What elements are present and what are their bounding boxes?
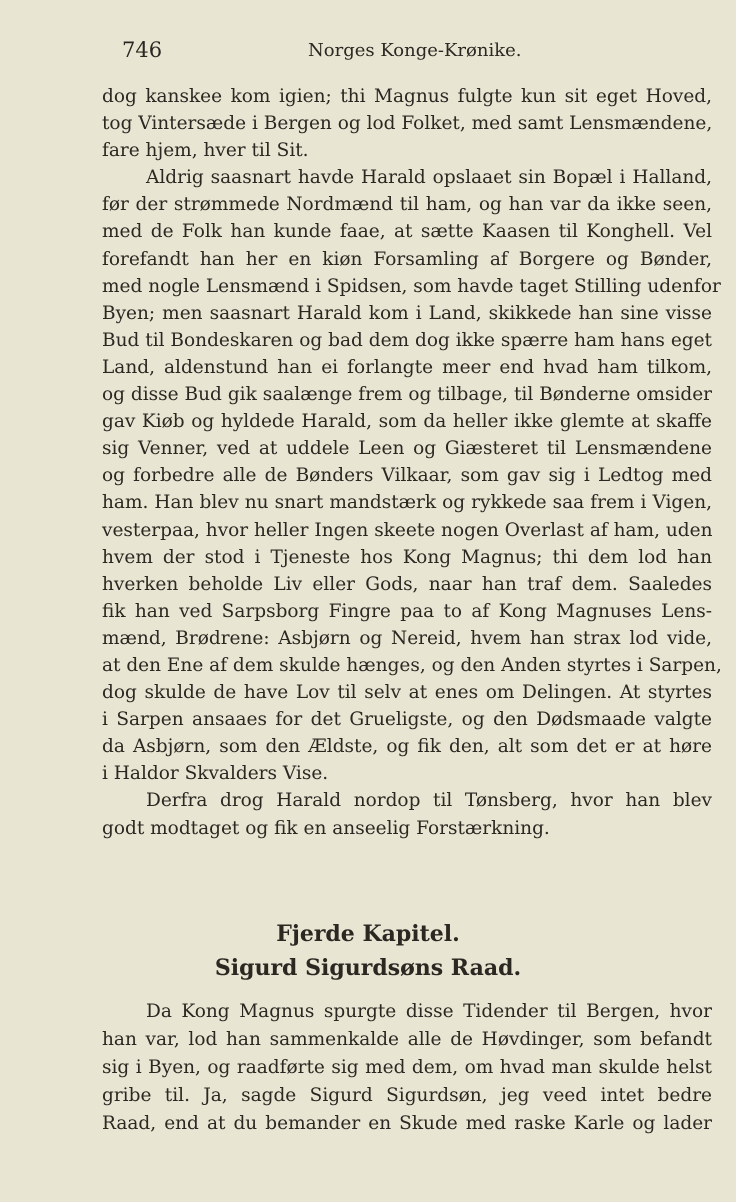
text-line: forefandt han her en kiøn Forsamling af Borgere og Bønder, (102, 248, 712, 270)
text-line: han var, lod han sammenkalde alle de Høvdinger, som befandt (102, 1029, 712, 1050)
chapter-number: Fjerde Kapitel. (276, 921, 460, 947)
page-header (122, 38, 712, 66)
text-line: Aldrig saasnart havde Harald opslaaet sin Bopæl i Halland, (146, 167, 712, 189)
text-line: sig i Byen, og raadførte sig med dem, om hvad man skulde helst (102, 1057, 712, 1078)
text-line: før der strømmede Nordmænd til ham, og han var da ikke seen, (102, 194, 712, 216)
text-line: Byen; men saasnart Harald kom i Land, skikkede han sine visse (102, 302, 712, 324)
text-line: i Sarpen ansaaes for det Grueligste, og den Dødsmaade valgte (102, 709, 712, 731)
body-text-section-2 (102, 998, 712, 1138)
body-text-section-1 (102, 83, 722, 842)
text-line: og disse Bud gik saalænge frem og tilbage, til Bønderne omsider (102, 384, 712, 406)
text-line: Derfra drog Harald nordop til Tønsberg, hvor han blev (146, 790, 712, 812)
running-title: Norges Konge-Krønike. (308, 40, 522, 61)
text-line: mænd, Brødrene: Asbjørn og Nereid, hvem han strax lod vide, (102, 627, 712, 649)
text-line: sig Venner, ved at uddele Leen og Giæsteret til Lensmændene (102, 438, 712, 460)
page-number: 746 (122, 38, 163, 62)
text-line: godt modtaget og fik en anseelig Forstærkning. (102, 817, 550, 839)
text-line: dog skulde de have Lov til selv at enes om Delingen. At styrtes (102, 682, 712, 704)
text-line: at den Ene af dem skulde hænges, og den Anden styrtes i Sarpen, (102, 654, 722, 676)
text-line: ham. Han blev nu snart mandstærk og rykkede saa frem i Vigen, (102, 492, 712, 514)
text-line: tog Vintersæde i Bergen og lod Folket, med samt Lensmændene, (102, 113, 713, 135)
text-line: da Asbjørn, som den Ældste, og fik den, alt som det er at høre (102, 736, 712, 758)
text-line: med nogle Lensmænd i Spidsen, som havde taget Stilling udenfor (102, 275, 721, 297)
text-line: Raad, end at du bemander en Skude med raske Karle og lader (102, 1113, 712, 1134)
text-line: fare hjem, hver til Sit. (102, 140, 309, 162)
text-line: vesterpaa, hvor heller Ingen skeete nogen Overlast af ham, uden (102, 519, 713, 541)
text-line: i Haldor Skvalders Vise. (102, 763, 329, 785)
text-line: Da Kong Magnus spurgte disse Tidender til Bergen, hvor (146, 1001, 712, 1022)
text-line: fik han ved Sarpsborg Fingre paa to af Kong Magnuses Lens- (102, 600, 712, 622)
text-line: gribe til. Ja, sagde Sigurd Sigurdsøn, jeg veed intet bedre (102, 1085, 712, 1106)
text-line: Land, aldenstund han ei forlangte meer end hvad ham tilkom, (102, 356, 712, 378)
text-line: dog kanskee kom igien; thi Magnus fulgte kun sit eget Hoved, (102, 86, 712, 107)
chapter-title: Sigurd Sigurdsøns Raad. (214, 955, 522, 981)
text-line: og forbedre alle de Bønders Vilkaar, som gav sig i Ledtog med (102, 465, 712, 487)
text-line: hvem der stod i Tjeneste hos Kong Magnus; thi dem lod han (102, 546, 712, 568)
text-line: gav Kiøb og hyldede Harald, som da heller ikke glemte at skaffe (102, 411, 712, 433)
text-line: hverken beholde Liv eller Gods, naar han traf dem. Saaledes (102, 573, 712, 595)
text-line: Bud til Bondeskaren og bad dem dog ikke spærre ham hans eget (102, 329, 712, 351)
text-line: med de Folk han kunde faae, at sætte Kaasen til Konghell. Vel (102, 221, 712, 243)
